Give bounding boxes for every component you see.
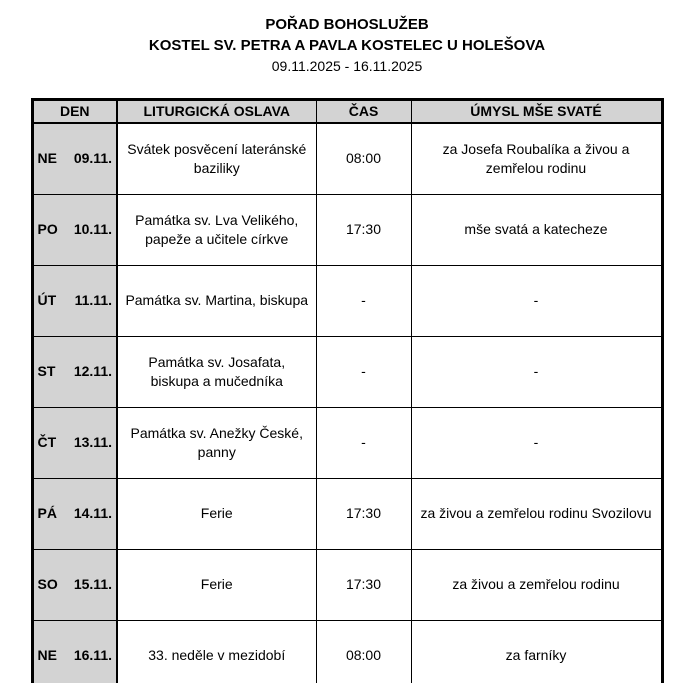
column-header-celebration: LITURGICKÁ OSLAVA xyxy=(117,99,316,123)
day-cell xyxy=(32,620,117,683)
time-cell: - xyxy=(316,336,411,407)
document-header xyxy=(0,0,694,77)
day-abbreviation: NE xyxy=(37,647,57,664)
time-cell: - xyxy=(316,265,411,336)
page-title: POŘAD BOHOSLUŽEB xyxy=(265,16,429,33)
intention-cell: - xyxy=(411,336,662,407)
intention-cell: - xyxy=(411,407,662,478)
time-cell: 08:00 xyxy=(316,123,411,195)
table-row xyxy=(32,478,662,549)
table-row xyxy=(32,549,662,620)
day-date: 11.11. xyxy=(74,292,112,309)
celebration-cell: 33. neděle v mezidobí xyxy=(117,620,316,683)
day-abbreviation: NE xyxy=(37,150,57,167)
date-range: 09.11.2025 - 16.11.2025 xyxy=(271,58,423,74)
day-abbreviation: ST xyxy=(37,363,56,380)
intention-cell: - xyxy=(411,265,662,336)
page-subtitle: KOSTEL SV. PETRA A PAVLA KOSTELEC U HOLEŠOVA xyxy=(148,37,546,54)
day-abbreviation: ČT xyxy=(37,434,57,451)
intention-cell: za Josefa Roubalíka a živou a zemřelou rodinu xyxy=(411,123,662,195)
table-header-row xyxy=(32,99,662,123)
day-cell xyxy=(32,478,117,549)
day-date: 16.11. xyxy=(73,647,112,664)
day-date: 09.11. xyxy=(73,150,112,167)
day-cell xyxy=(32,407,117,478)
celebration-cell: Památka sv. Lva Velikého, papeže a učitele církve xyxy=(117,194,316,265)
column-header-time: ČAS xyxy=(316,99,411,123)
table-row xyxy=(32,194,662,265)
day-abbreviation: SO xyxy=(37,576,58,593)
day-cell xyxy=(32,549,117,620)
intention-cell: mše svatá a katecheze xyxy=(411,194,662,265)
intention-cell: za farníky xyxy=(411,620,662,683)
time-cell: 17:30 xyxy=(316,194,411,265)
day-cell xyxy=(32,336,117,407)
day-date: 15.11. xyxy=(73,576,112,593)
day-cell xyxy=(32,265,117,336)
table-row xyxy=(32,407,662,478)
day-abbreviation: PO xyxy=(37,221,58,238)
day-abbreviation: ÚT xyxy=(37,292,57,309)
day-cell xyxy=(32,194,117,265)
day-date: 12.11. xyxy=(73,363,112,380)
table-row xyxy=(32,265,662,336)
celebration-cell: Památka sv. Josafata, biskupa a mučedníka xyxy=(117,336,316,407)
time-cell: 08:00 xyxy=(316,620,411,683)
table-row xyxy=(32,620,662,683)
time-cell: 17:30 xyxy=(316,478,411,549)
day-date: 13.11. xyxy=(73,434,112,451)
day-date: 14.11. xyxy=(73,505,112,522)
celebration-cell: Ferie xyxy=(117,549,316,620)
day-cell xyxy=(32,123,117,195)
celebration-cell: Ferie xyxy=(117,478,316,549)
celebration-cell: Památka sv. Anežky České, panny xyxy=(117,407,316,478)
intention-cell: za živou a zemřelou rodinu Svozilovu xyxy=(411,478,662,549)
time-cell: 17:30 xyxy=(316,549,411,620)
schedule-table xyxy=(31,98,664,683)
day-date: 10.11. xyxy=(73,221,112,238)
table-row xyxy=(32,336,662,407)
celebration-cell: Svátek posvěcení lateránské baziliky xyxy=(117,123,316,195)
time-cell: - xyxy=(316,407,411,478)
table-row xyxy=(32,123,662,195)
day-abbreviation: PÁ xyxy=(37,505,57,522)
column-header-day: DEN xyxy=(32,99,117,123)
celebration-cell: Památka sv. Martina, biskupa xyxy=(117,265,316,336)
intention-cell: za živou a zemřelou rodinu xyxy=(411,549,662,620)
column-header-intention: ÚMYSL MŠE SVATÉ xyxy=(411,99,662,123)
